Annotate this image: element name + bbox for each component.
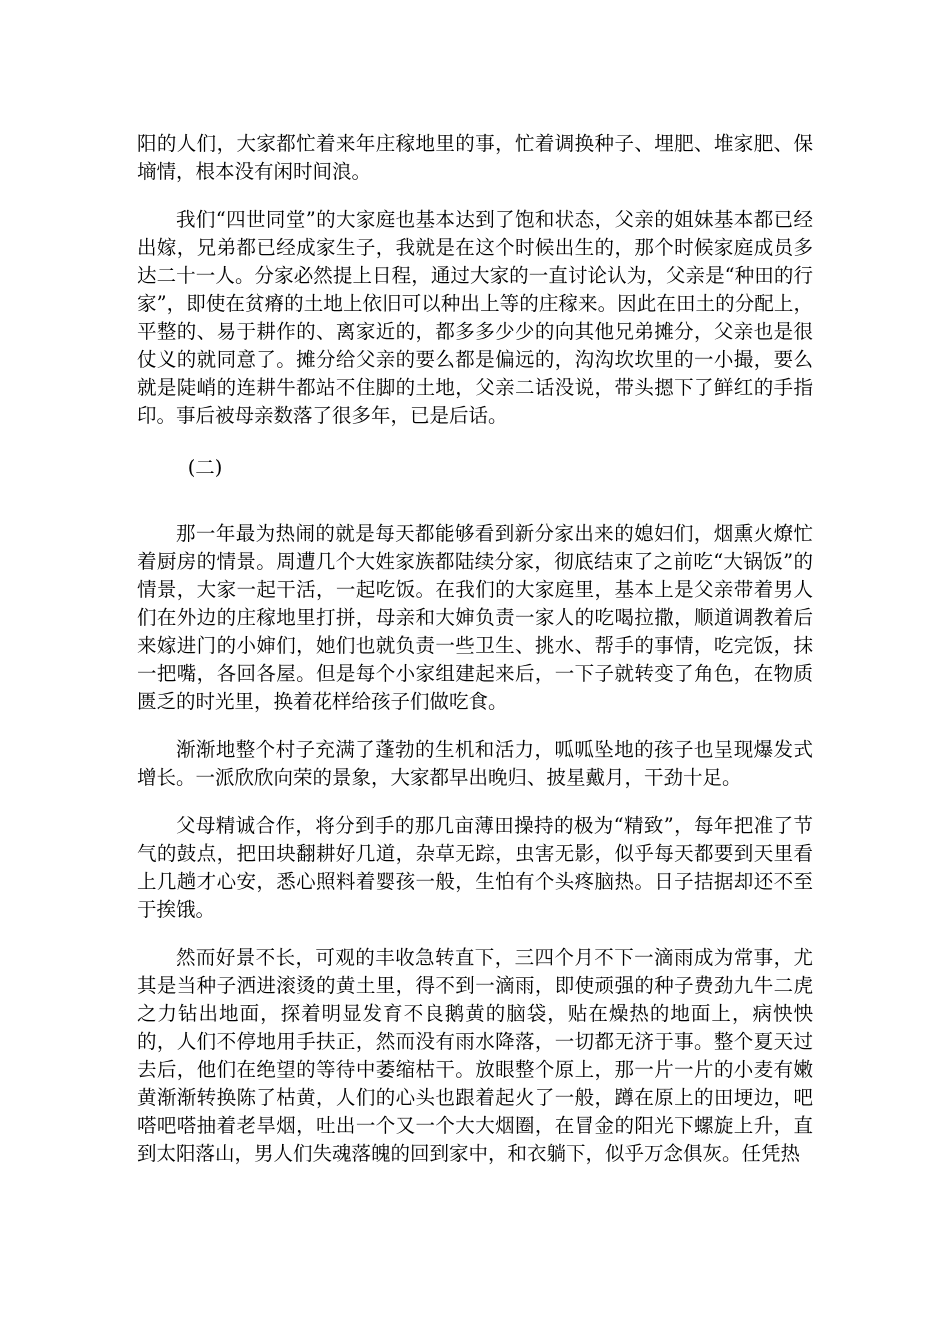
paragraph-new-households: 那一年最为热闹的就是每天都能够看到新分家出来的媳妇们，烟熏火燎忙着厨房的情景。周遭几个大姓家族都陆续分家，彻底结束了之前吃“大锅饭”的情景，大家一起干活，一起吃饭。在我们的大家庭里，基本上是父亲带着男人们在外边的庄稼地里打拼，母亲和大婶负责一家人的吃喝拉撒，顺道调教着后来嫁进门的小婶们，她们也就负责一些卫生、挑水、帮手的事情，吃完饭，抹一把嘴，各回各屋。但是每个小家组建起来后，一下子就转变了角色，在物质匮乏的时光里，换着花样给孩子们做吃食。	[137, 522, 813, 713]
paragraph-drought: 然而好景不长，可观的丰收急转直下，三四个月不下一滴雨成为常事，尤其是当种子洒进滚烫的黄土里，得不到一滴雨，即使顽强的种子费劲九牛二虎之力钻出地面，探着明显发育不良鹅黄的脑袋，贴在燥热的地面上，病怏怏的，人们不停地用手扶正，然而没有雨水降落，一切都无济于事。整个夏天过去后，他们在绝望的等待中萎缩枯干。放眼整个原上，那一片一片的小麦有嫩黄渐渐转换陈了枯黄，人们的心头也跟着起火了一般，蹲在原上的田埂边，吧嗒吧嗒抽着老旱烟，吐出一个又一个大大烟圈，在冒金的阳光下螺旋上升，直到太阳落山，男人们失魂落魄的回到家中，和衣躺下，似乎万念俱灰。任凭热	[137, 946, 813, 1165]
document-body	[137, 130, 813, 1188]
paragraph-continued: 阳的人们，大家都忙着来年庄稼地里的事，忙着调换种子、埋肥、堆家肥、保墒情，根本没有闲时间浪。	[137, 132, 813, 183]
section-heading: (二)	[187, 456, 223, 479]
paragraph-parents-farming: 父母精诚合作，将分到手的那几亩薄田操持的极为“精致”，每年把准了节气的鼓点，把田块翻耕好几道，杂草无踪，虫害无影，似乎每天都要到天里看上几趟才心安，悉心照料着婴孩一般，生怕有个头疼脑热。日子拮据却还不至于挨饿。	[137, 814, 813, 921]
paragraph-village-vitality: 渐渐地整个村子充满了蓬勃的生机和活力，呱呱坠地的孩子也呈现爆发式增长。一派欣欣向荣的景象，大家都早出晚归、披星戴月，干劲十足。	[137, 738, 813, 789]
paragraph-family-division: 我们“四世同堂”的大家庭也基本达到了饱和状态，父亲的姐妹基本都已经出嫁，兄弟都已经成家生子，我就是在这个时候出生的，那个时候家庭成员多达二十一人。分家必然提上日程，通过大家的一直讨论认为，父亲是“种田的行家”，即使在贫瘠的土地上依旧可以种出上等的庄稼来。因此在田土的分配上，平整的、易于耕作的、离家近的，都多多少少的向其他兄弟摊分，父亲也是很仗义的就同意了。摊分给父亲的要么都是偏远的，沟沟坎坎里的一小撮，要么就是陡峭的连耕牛都站不住脚的土地，父亲二话没说，带头摁下了鲜红的手指印。事后被母亲数落了很多年，已是后话。	[137, 208, 813, 427]
